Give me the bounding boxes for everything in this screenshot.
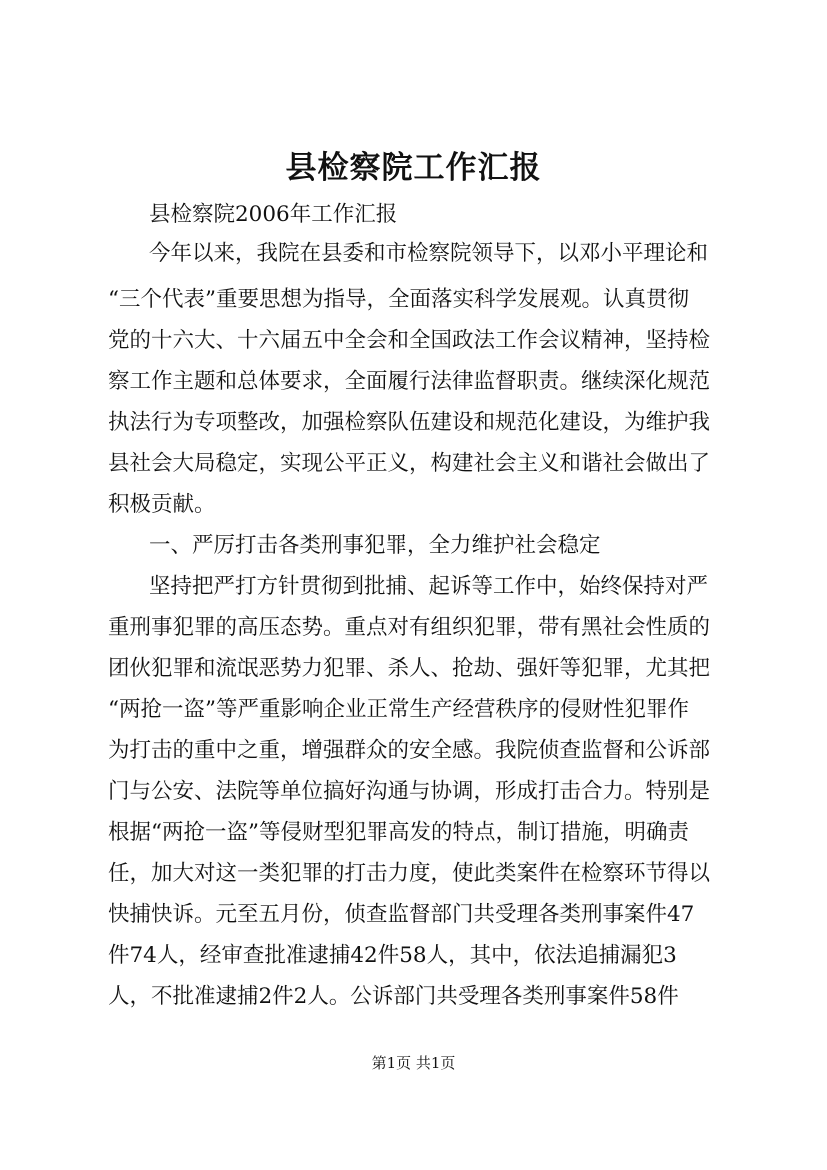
body-line: 县社会大局稳定，实现公平正义，构建社会主义和谐社会做出了 [108,451,711,476]
body-line: 执法行为专项整改，加强检察队伍建设和规范化建设，为维护我 [108,410,711,435]
body-line: “三个代表”重要思想为指导，全面落实科学发展观。认真贯彻 [108,287,689,312]
document-title: 县检察院工作汇报 [285,150,542,186]
body-line: 党的十六大、十六届五中全会和全国政法工作会议精神，坚持检 [108,328,711,353]
body-line: 任，加大对这一类犯罪的打击力度，使此类案件在检察环节得以 [108,861,711,886]
section-heading: 一、严厉打击各类刑事犯罪，全力维护社会稳定 [149,533,601,558]
body-line: 积极贡献。 [108,492,216,517]
body-line: 件74人，经审查批准逮捕42件58人，其中，依法追捕漏犯3 [108,943,677,968]
body-line: 察工作主题和总体要求，全面履行法律监督职责。继续深化规范 [108,369,711,394]
body-line: 团伙犯罪和流氓恶势力犯罪、杀人、抢劫、强奸等犯罪，尤其把 [108,656,711,681]
body-line: 重刑事犯罪的高压态势。重点对有组织犯罪，带有黑社会性质的 [108,615,711,640]
body-line: “两抢一盗”等严重影响企业正常生产经营秩序的侵财性犯罪作 [108,697,689,722]
body-line: 为打击的重中之重，增强群众的安全感。我院侦查监督和公诉部 [108,738,711,763]
body-line: 快捕快诉。元至五月份，侦查监督部门共受理各类刑事案件47 [108,902,695,927]
body-line: 门与公安、法院等单位搞好沟通与协调，形成打击合力。特别是 [108,779,711,804]
body-line: 今年以来，我院在县委和市检察院领导下，以邓小平理论和 [149,241,709,266]
body-line: 人，不批准逮捕2件2人。公诉部门共受理各类刑事案件58件 [108,984,679,1009]
body-line: 根据“两抢一盗”等侵财型犯罪高发的特点，制订措施，明确责 [108,820,689,845]
body-line: 坚持把严打方针贯彻到批捕、起诉等工作中，始终保持对严 [149,574,709,599]
page-footer: 第1页 共1页 [371,1054,456,1072]
subtitle-line: 县检察院2006年工作汇报 [149,202,398,227]
